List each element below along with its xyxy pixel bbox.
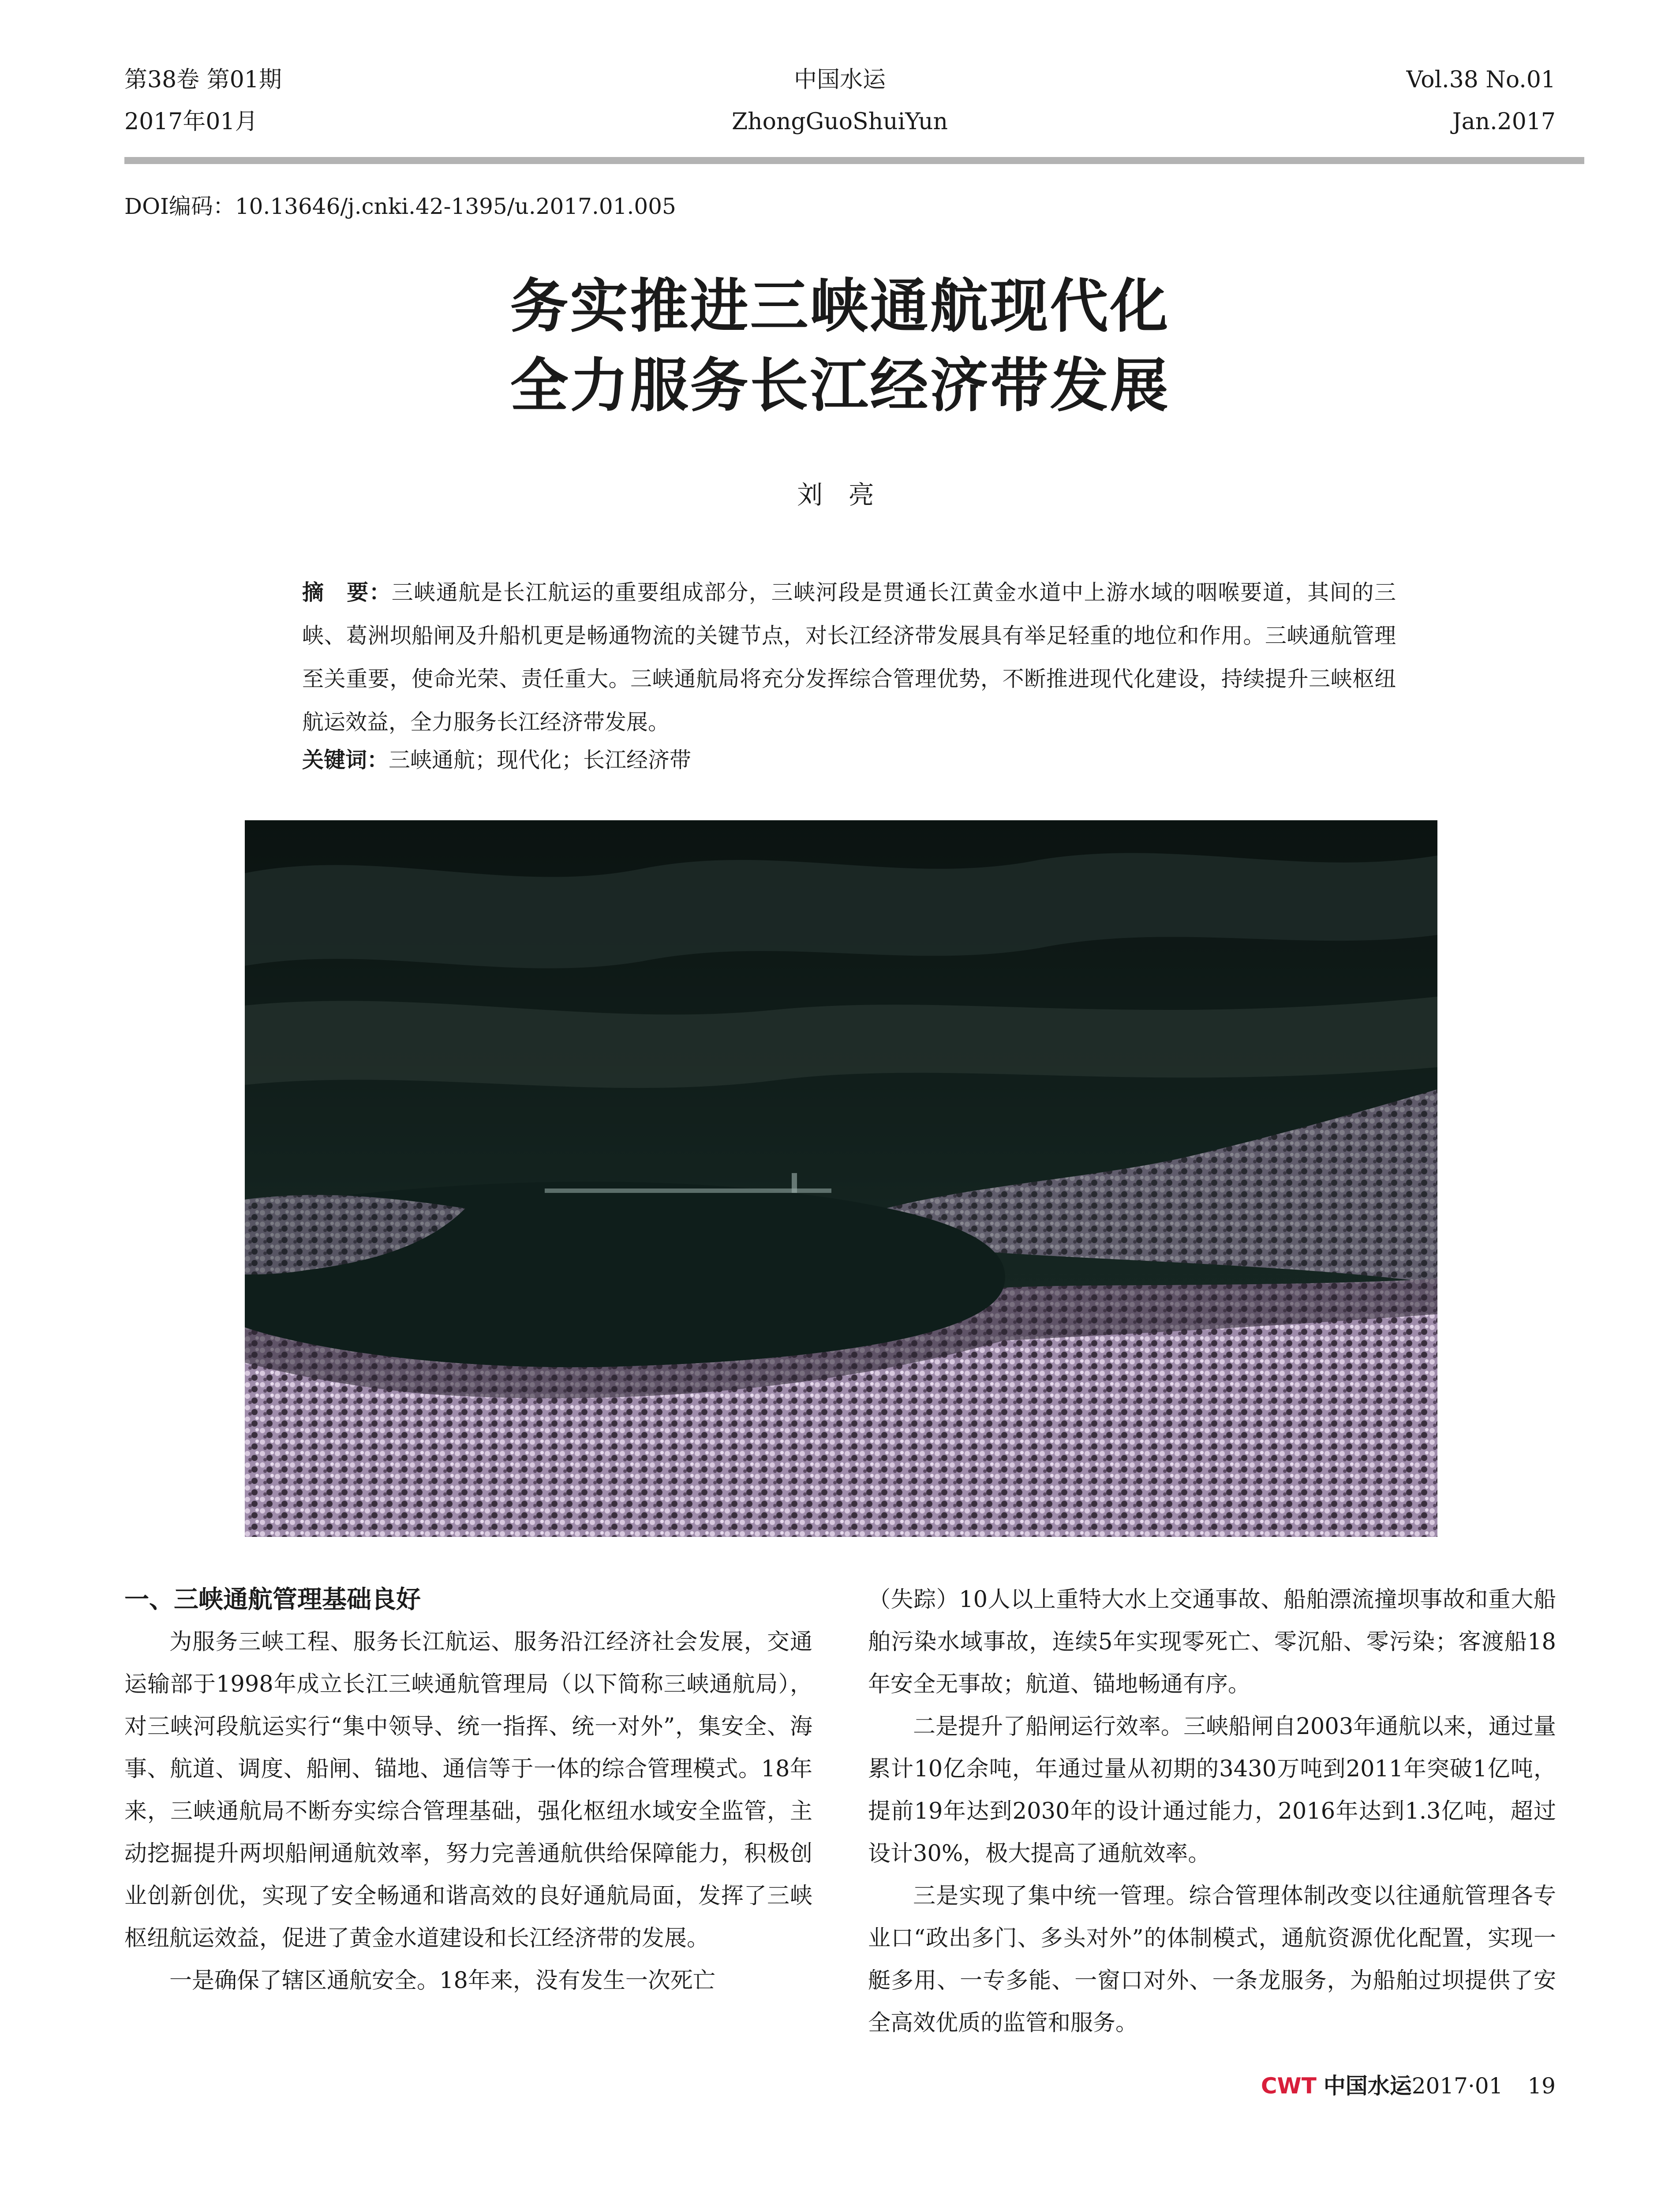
header-rule <box>124 157 1584 164</box>
body-paragraph: 三是实现了集中统一管理。综合管理体制改变以往通航管理各专业口“政出多门、多头对外”的体制模式，通航资源优化配置，实现一艇多用、一专多能、一窗口对外、一条龙服务，为船舶过坝提供了安全高效优质的监管和服务。 <box>868 1883 1556 2036</box>
body-right-column <box>868 1579 1556 2044</box>
footer-issue: 2017·01 <box>1411 2073 1503 2099</box>
abstract-text: 三峡通航是长江航运的重要组成部分，三峡河段是贯通长江黄金水道中上游水域的咽喉要道，其间的三峡、葛洲坝船闸及升船机更是畅通物流的关键节点，对长江经济带发展具有举足轻重的地位和作用。三峡通航管理至关重要，使命光荣、责任重大。三峡通航局将充分发挥综合管理优势，不断推进现代化建设，持续提升三峡枢纽航运效益，全力服务长江经济带发展。 <box>302 580 1396 735</box>
body-paragraph: 一是确保了辖区通航安全。18年来，没有发生一次死亡 <box>169 1968 715 1994</box>
body-left-column <box>124 1579 812 2002</box>
abstract <box>302 571 1396 744</box>
title-line-1: 务实推进三峡通航现代化 <box>510 272 1170 340</box>
footer-journal-name: 中国水运 <box>1323 2073 1412 2099</box>
header-journal-pinyin: ZhongGuoShuiYun <box>731 108 948 135</box>
page-footer <box>1261 2068 1556 2100</box>
footer-brand-logo: CWT <box>1261 2073 1317 2099</box>
header-date-en: Jan.2017 <box>1452 108 1556 135</box>
header-journal-name: 中国水运 <box>793 67 886 93</box>
doi: DOI编码：10.13646/j.cnki.42-1395/u.2017.01.005 <box>124 194 676 219</box>
section-1-heading: 一、三峡通航管理基础良好 <box>124 1585 421 1614</box>
header-volume-en: Vol.38 No.01 <box>1406 67 1556 93</box>
keywords-label: 关键词： <box>302 747 389 773</box>
body-paragraph: 为服务三峡工程、服务长江航运、服务沿江经济社会发展，交通运输部于1998年成立长江三峡通航管理局（以下简称三峡通航局），对三峡河段航运实行“集中领导、统一指挥、统一对外”，集安全、海事、航道、调度、船闸、锚地、通信等于一体的综合管理模式。18年来，三峡通航局不断夯实综合管理基础，强化枢纽水域安全监管，主动挖掘提升两坝船闸通航效率，努力完善通航供给保障能力，积极创业创新创优，实现了安全畅通和谐高效的良好通航局面，发挥了三峡枢纽航运效益，促进了黄金水道建设和长江经济带的发展。 <box>124 1629 812 1951</box>
page-number: 19 <box>1527 2073 1556 2099</box>
title-line-2: 全力服务长江经济带发展 <box>510 351 1170 420</box>
author: 刘 亮 <box>797 480 883 510</box>
article-photo <box>245 820 1437 1537</box>
body-paragraph: 二是提升了船闸运行效率。三峡船闸自2003年通航以来，通过量累计10亿余吨，年通过量从初期的3430万吨到2011年突破1亿吨，提前19年达到2030年的设计通过能力，2016年达到1.3亿吨，超过设计30%，极大提高了通航效率。 <box>868 1714 1556 1867</box>
abstract-label: 摘 要： <box>302 580 392 605</box>
body-paragraph: （失踪）10人以上重特大水上交通事故、船舶漂流撞坝事故和重大船舶污染水域事故，连续5年实现零死亡、零沉船、零污染；客渡船18年安全无事故；航道、锚地畅通有序。 <box>868 1587 1556 1697</box>
keywords <box>302 743 691 774</box>
keywords-text: 三峡通航；现代化；长江经济带 <box>389 747 692 773</box>
header-date: 2017年01月 <box>124 108 258 135</box>
header-volume-issue: 第38卷 第01期 <box>124 67 282 93</box>
